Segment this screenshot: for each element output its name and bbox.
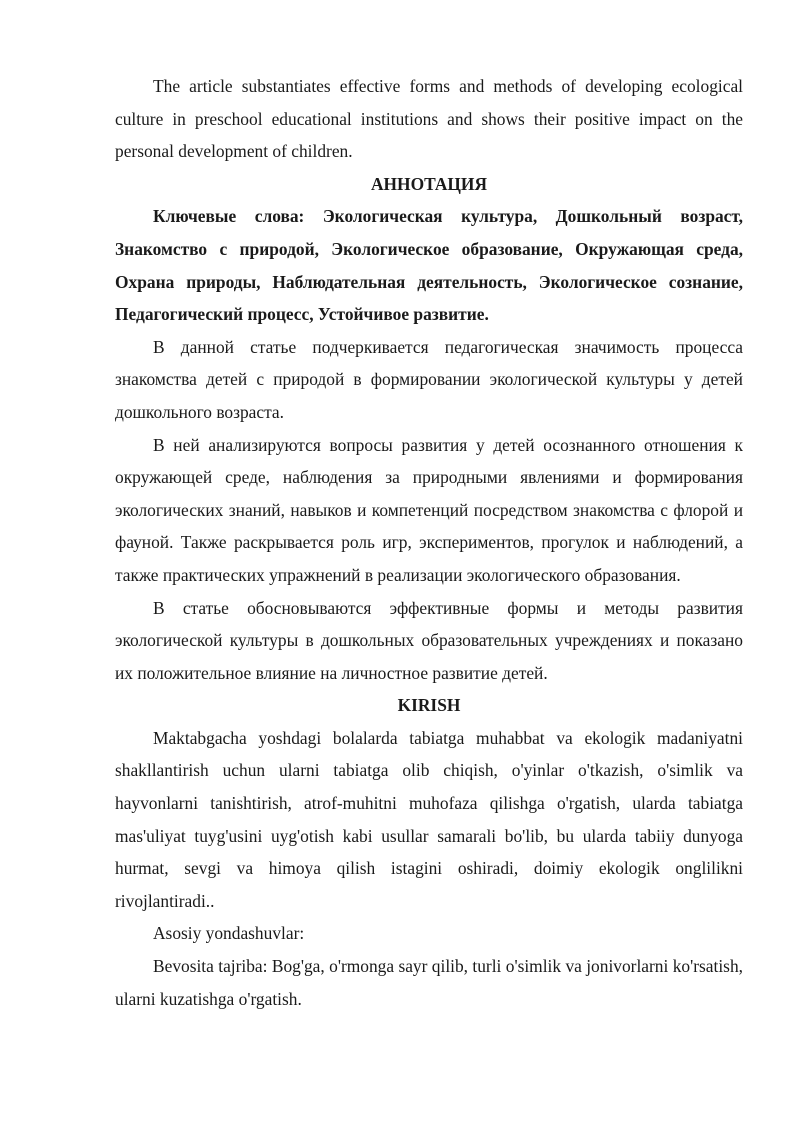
introduction-paragraph-1: Maktabgacha yoshdagi bolalarda tabiatga muhabbat va ekologik madaniyatni shakllantirish uchun ularni tabiatga olib chiqish, o'yinlar o'tkazish, o'simlik va hayvonlarni tanishtirish, atrof-muhitni muhofaza qilishga o'rgatish, ularda tabiatga mas'uliyat tuyg'usini uyg'otish kabi usullar samarali bo'lib, bu ularda tabiiy dunyoga hurmat, sevgi va himoya qilish istagini oshiradi, doimiy ekologik onglilikni rivojlantiradi.. (115, 727, 743, 911)
introduction-heading: KIRISH (397, 695, 461, 716)
annotation-paragraph-1: В данной статье подчеркивается педагогическая значимость процесса знакомства детей с природой в формировании экологической культуры у детей дошкольного возраста. (115, 336, 743, 422)
annotation-paragraph-2: В ней анализируются вопросы развития у детей осознанного отношения к окружающей среде, наблюдения за природными явлениями и формирования экологических знаний, навыков и компетенций посредством знакомства с флорой и фауной. Также раскрывается роль игр, экспериментов, прогулок и наблюдений, а также практических упражнений в реализации экологического образования. (115, 434, 743, 585)
introduction-paragraph-3: Bevosita tajriba: Bog'ga, o'rmonga sayr qilib, turli o'simlik va jonivorlarni ko'rsatish, ularni kuzatishga o'rgatish. (115, 956, 743, 1009)
document-page (115, 70, 743, 1015)
annotation-heading: АННОТАЦИЯ (370, 173, 488, 194)
abstract-english-paragraph: The article substantiates effective forms and methods of developing ecological culture in preschool educational institutions and shows their positive impact on the personal development of children. (115, 76, 743, 162)
keywords-paragraph: Ключевые слова: Экологическая культура, Дошкольный возраст, Знакомство с природой, Экологическое образование, Окружающая среда, Охрана природы, Наблюдательная деятельность, Экологическое сознание, Педагогический процесс, Устойчивое развитие. (115, 206, 743, 325)
annotation-paragraph-3: В статье обосновываются эффективные формы и методы развития экологической культуры в дошкольных образовательных учреждениях и показано их положительное влияние на личностное развитие детей. (115, 597, 743, 683)
introduction-paragraph-2: Asosiy yondashuvlar: (153, 923, 305, 944)
